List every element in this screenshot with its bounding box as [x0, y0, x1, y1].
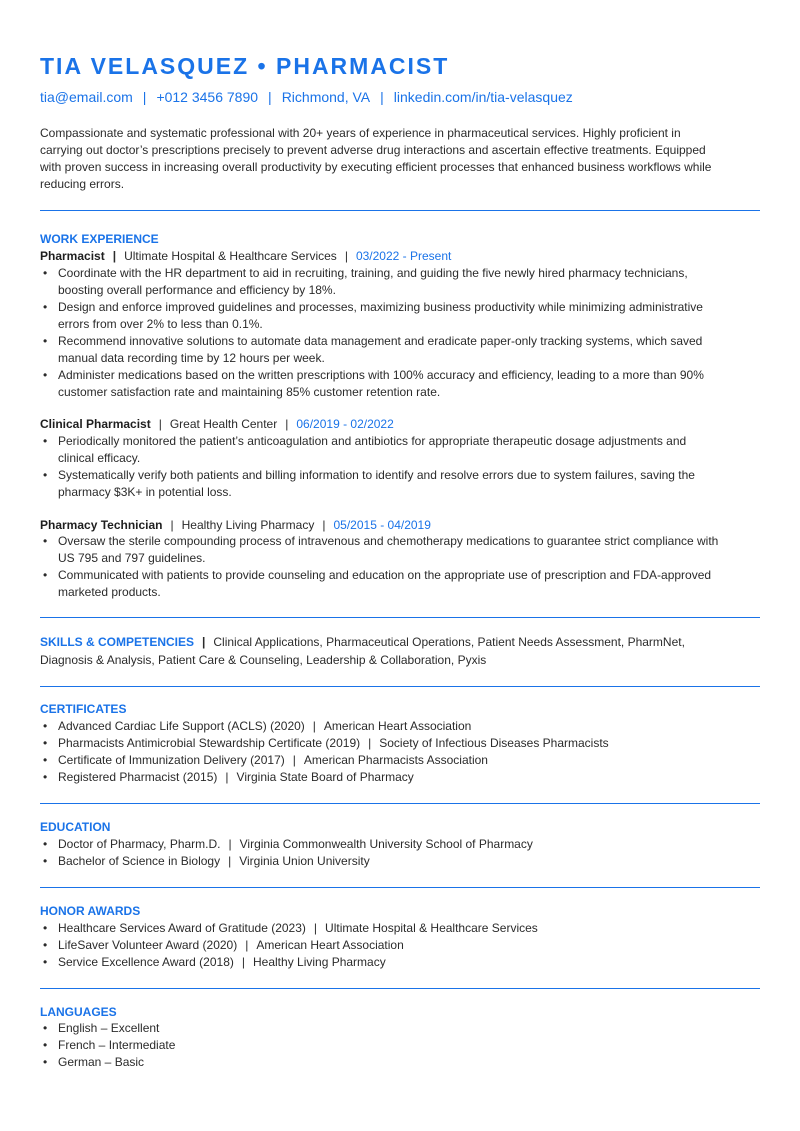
job-bullets — [40, 533, 720, 601]
job-company: Great Health Center — [169, 417, 278, 431]
job-bullets — [40, 265, 720, 401]
list-item: • Systematically verify both patients and billing information to identify and resolve errors due to system failures, saving the pharmacy $3K+ in potential loss. — [40, 467, 720, 501]
section-divider — [40, 803, 760, 804]
list-item: • Doctor of Pharmacy, Pharm.D. | Virginia Commonwealth University School of Pharmacy — [40, 836, 720, 853]
list-item: • Oversaw the sterile compounding process of intravenous and chemotherapy medications to guarantee strict compliance with US 795 and 797 guidelines. — [40, 533, 720, 567]
resume-name-title: TIA VELASQUEZ • PHARMACIST — [40, 53, 450, 79]
list-item: • Advanced Cardiac Life Support (ACLS) (2020) | American Heart Association — [40, 718, 720, 735]
item-org: Healthy Living Pharmacy — [253, 955, 386, 969]
section-divider — [40, 210, 760, 211]
item-name: Healthcare Services Award of Gratitude (2023) — [58, 921, 306, 935]
list-item: • Coordinate with the HR department to aid in recruiting, training, and guiding the five newly hired pharmacy technicians, boosting overall performance and efficiency by 18%. — [40, 265, 720, 299]
job-role: Pharmacy Technician — [40, 518, 163, 532]
list-item: • LifeSaver Volunteer Award (2020) | American Heart Association — [40, 937, 720, 954]
job-header: Clinical Pharmacist | Great Health Center | 06/2019 - 02/2022 — [40, 417, 394, 431]
item-name: Service Excellence Award (2018) — [58, 955, 234, 969]
section-divider — [40, 686, 760, 687]
list-item: • English – Excellent — [40, 1020, 720, 1037]
certificates-list — [40, 718, 720, 786]
item-name: Certificate of Immunization Delivery (2017) — [58, 753, 285, 767]
list-item: • Communicated with patients to provide counseling and education on the appropriate use of prescription and FDA-approved marketed products. — [40, 567, 720, 601]
awards-list — [40, 920, 720, 971]
item-org: American Pharmacists Association — [303, 753, 488, 767]
item-org: American Heart Association — [323, 719, 472, 733]
list-item: • Administer medications based on the written prescriptions with 100% accuracy and efficiency, leading to a more than 90% customer satisfaction rate and maintaining 85% customer retention rate. — [40, 367, 720, 401]
job-bullets — [40, 433, 720, 501]
contact-phone[interactable]: +012 3456 7890 — [156, 89, 259, 105]
job-dates: 05/2015 - 04/2019 — [333, 518, 431, 532]
item-org: American Heart Association — [256, 938, 404, 952]
job-role: Clinical Pharmacist — [40, 417, 151, 431]
item-name: Registered Pharmacist (2015) — [58, 770, 218, 784]
job-dates: 03/2022 - Present — [355, 249, 452, 263]
job-role: Pharmacist — [40, 249, 105, 263]
item-name: Pharmacists Antimicrobial Stewardship Certificate (2019) — [58, 736, 361, 750]
contact-location: Richmond, VA — [281, 89, 371, 105]
contact-linkedin[interactable]: linkedin.com/in/tia-velasquez — [393, 89, 573, 105]
education-list — [40, 836, 720, 870]
job-company: Healthy Living Pharmacy — [181, 518, 315, 532]
job-dates: 06/2019 - 02/2022 — [296, 417, 394, 431]
skills-section: SKILLS & COMPETENCIES | Clinical Applications, Pharmaceutical Operations, Patient Needs Assessment, PharmNet, Diagnosis & Analysis, Patient Care & Counseling, Leadership & Collaboration, Pyxis — [40, 635, 685, 667]
list-item: • Periodically monitored the patient’s anticoagulation and antibiotics for appropriate therapeutic dosage adjustments and clinical efficacy. — [40, 433, 720, 467]
list-item: • Service Excellence Award (2018) | Healthy Living Pharmacy — [40, 954, 720, 971]
summary-paragraph: Compassionate and systematic professional with 20+ years of experience in pharmaceutical services. Highly proficient in carrying out doctor’s prescriptions precisely to prevent adverse drug interactions and ascertain effective treatments. Equipped with proven success in increasing overall productivity by executing efficient processes that enhanced business workflows while reducing errors. — [40, 126, 712, 191]
section-title-education: EDUCATION — [40, 820, 111, 834]
list-item: • Bachelor of Science in Biology | Virginia Union University — [40, 853, 720, 870]
section-divider — [40, 617, 760, 618]
list-item: • Design and enforce improved guidelines and processes, maximizing business productivity while minimizing administrative errors from over 2% to less than 0.1%. — [40, 299, 720, 333]
job-header: Pharmacy Technician | Healthy Living Pharmacy | 05/2015 - 04/2019 — [40, 518, 431, 532]
section-title-languages: LANGUAGES — [40, 1005, 117, 1019]
list-item: • Registered Pharmacist (2015) | Virginia State Board of Pharmacy — [40, 769, 720, 786]
item-org: Society of Infectious Diseases Pharmacists — [379, 736, 609, 750]
section-title-awards: HONOR AWARDS — [40, 904, 141, 918]
section-title-work: WORK EXPERIENCE — [40, 232, 159, 246]
section-title-skills: SKILLS & COMPETENCIES — [40, 635, 195, 649]
list-item: • Certificate of Immunization Delivery (2017) | American Pharmacists Association — [40, 752, 720, 769]
list-item: • German – Basic — [40, 1054, 720, 1071]
contact-email[interactable]: tia@email.com — [40, 89, 133, 105]
section-divider — [40, 988, 760, 989]
list-item: • Pharmacists Antimicrobial Stewardship Certificate (2019) | Society of Infectious Diseases Pharmacists — [40, 735, 720, 752]
job-company: Ultimate Hospital & Healthcare Services — [124, 249, 337, 263]
list-item: • Recommend innovative solutions to automate data management and eradicate paper-only tracking systems, which saved manual data recording time by 12 hours per week. — [40, 333, 720, 367]
contact-line: tia@email.com | +012 3456 7890 | Richmond, VA | linkedin.com/in/tia-velasquez — [40, 89, 573, 105]
item-org: Ultimate Hospital & Healthcare Services — [325, 921, 538, 935]
item-name: LifeSaver Volunteer Award (2020) — [58, 938, 238, 952]
job-header: Pharmacist | Ultimate Hospital & Healthcare Services | 03/2022 - Present — [40, 249, 452, 263]
item-name: Advanced Cardiac Life Support (ACLS) (2020) — [58, 719, 305, 733]
section-title-certificates: CERTIFICATES — [40, 702, 127, 716]
skills-list: Clinical Applications, Pharmaceutical Operations, Patient Needs Assessment, PharmNet, Diagnosis & Analysis, Patient Care & Counseling, Leadership & Collaboration, Pyxis — [40, 635, 685, 667]
list-item: • French – Intermediate — [40, 1037, 720, 1054]
item-name: Bachelor of Science in Biology — [58, 854, 221, 868]
languages-list — [40, 1020, 720, 1071]
item-org: Virginia State Board of Pharmacy — [236, 770, 414, 784]
list-item: • Healthcare Services Award of Gratitude (2023) | Ultimate Hospital & Healthcare Services — [40, 920, 720, 937]
item-org: Virginia Union University — [239, 854, 370, 868]
item-org: Virginia Commonwealth University School of Pharmacy — [239, 837, 533, 851]
section-divider — [40, 887, 760, 888]
item-name: Doctor of Pharmacy, Pharm.D. — [58, 837, 221, 851]
